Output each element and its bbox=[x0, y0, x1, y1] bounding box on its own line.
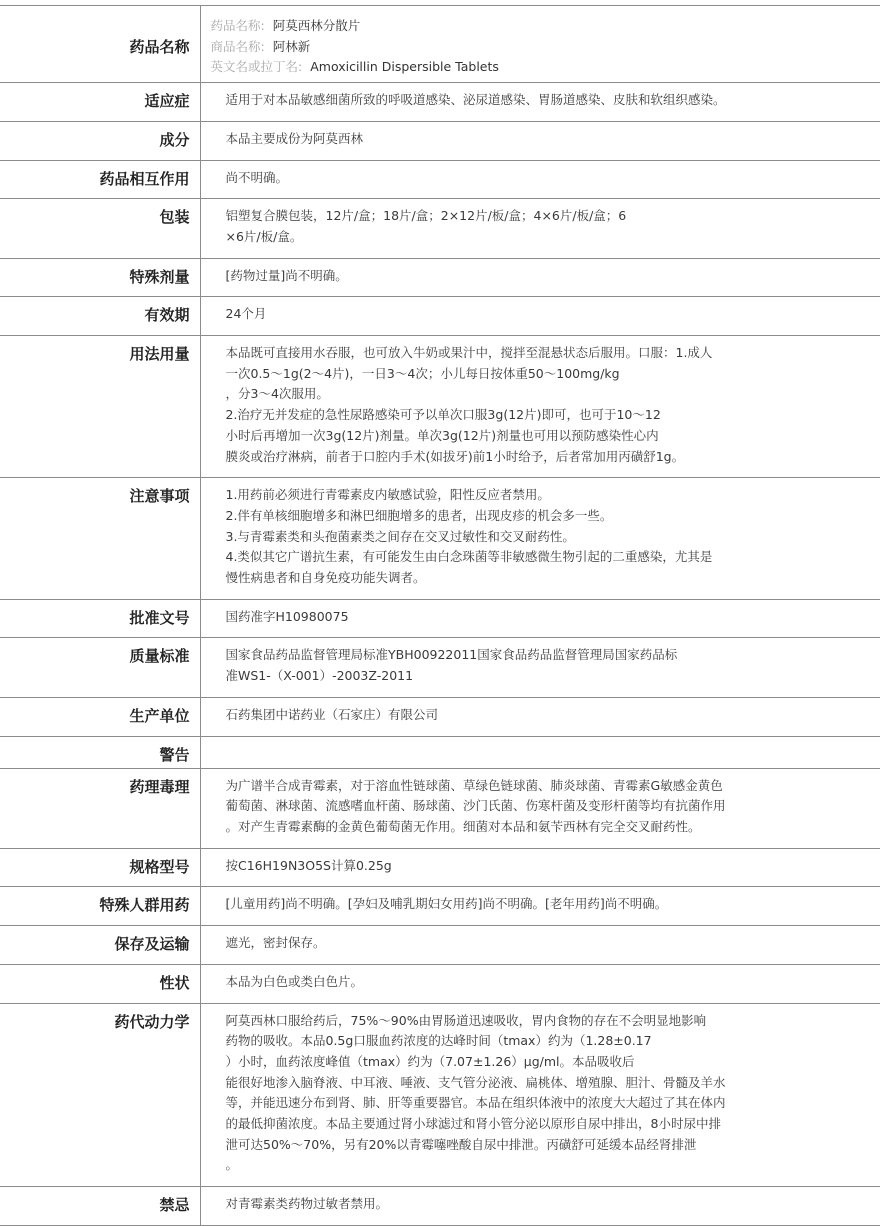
trade-name-key: 商品名称: bbox=[210, 38, 265, 54]
english-name-value: Amoxicillin Dispersible Tablets bbox=[310, 59, 499, 75]
info-row bbox=[0, 697, 880, 736]
row-value-line: 24个月 bbox=[225, 306, 267, 322]
row-value bbox=[200, 83, 880, 122]
row-label: 药代动力学 bbox=[0, 1003, 200, 1187]
row-value bbox=[200, 478, 880, 600]
row-value-line: 一次0.5～1g(2～4片)，一日3～4次；小儿每日按体重50～100mg/kg bbox=[225, 365, 620, 381]
info-row bbox=[0, 638, 880, 697]
row-value bbox=[200, 599, 880, 638]
row-value-line: 泄可达50%～70%，另有20%以青霉噻唑酸自尿中排泄。丙磺舒可延缓本品经肾排泄 bbox=[225, 1136, 697, 1152]
info-row bbox=[0, 736, 880, 768]
row-value-line: 为广谱半合成青霉素，对于溶血性链球菌、草绿色链球菌、肺炎球菌、青霉素G敏感金黄色 bbox=[225, 777, 723, 793]
info-row bbox=[0, 336, 880, 478]
row-value-line: ×6片/板/盒。 bbox=[225, 228, 303, 244]
row-value bbox=[200, 297, 880, 336]
info-row bbox=[0, 160, 880, 199]
row-value-line: 对青霉素类药物过敏者禁用。 bbox=[225, 1196, 389, 1212]
info-row bbox=[0, 599, 880, 638]
row-label: 生产单位 bbox=[0, 697, 200, 736]
row-value-line: 国家食品药品监督管理局标准YBH00922011国家食品药品监督管理局国家药品标 bbox=[225, 647, 678, 663]
drug-info-body bbox=[0, 6, 880, 1226]
row-value bbox=[200, 926, 880, 965]
row-label: 禁忌 bbox=[0, 1187, 200, 1226]
drug-info-table bbox=[0, 5, 880, 1226]
row-label: 质量标准 bbox=[0, 638, 200, 697]
row-label: 警告 bbox=[0, 736, 200, 768]
row-value bbox=[200, 638, 880, 697]
header-item-generic bbox=[211, 16, 871, 37]
row-label: 用法用量 bbox=[0, 336, 200, 478]
info-row bbox=[0, 478, 880, 600]
row-value-line: 按C16H19N3O5S计算0.25g bbox=[225, 857, 392, 873]
row-value-line: [儿童用药]尚不明确。[孕妇及哺乳期妇女用药]尚不明确。[老年用药]尚不明确。 bbox=[225, 896, 668, 912]
row-value bbox=[200, 258, 880, 297]
row-value bbox=[200, 697, 880, 736]
trade-name-value: 阿林新 bbox=[272, 38, 311, 54]
row-value-line: 本品主要成份为阿莫西林 bbox=[225, 130, 364, 146]
info-row bbox=[0, 121, 880, 160]
header-item-trade bbox=[211, 37, 871, 58]
row-value bbox=[200, 121, 880, 160]
row-value-line: 阿莫西林口服给药后，75%～90%由胃肠道迅速吸收，胃内食物的存在不会明显地影响 bbox=[225, 1012, 707, 1028]
row-value-line: 。对产生青霉素酶的金黄色葡萄菌无作用。细菌对本品和氨苄西林有完全交叉耐药性。 bbox=[225, 818, 701, 834]
info-row bbox=[0, 1003, 880, 1187]
row-value-line: 2.伴有单核细胞增多和淋巴细胞增多的患者，出现皮疹的机会多一些。 bbox=[225, 507, 613, 523]
row-label: 性状 bbox=[0, 964, 200, 1003]
row-label: 批准文号 bbox=[0, 599, 200, 638]
header-values bbox=[200, 6, 880, 83]
row-value-line: ）小时，血药浓度峰值（tmax）约为（7.07±1.26）μg/ml。本品吸收后 bbox=[225, 1053, 635, 1069]
row-value bbox=[200, 848, 880, 887]
row-value-line: 小时后再增加一次3g(12片)剂量。单次3g(12片)剂量也可用以预防感染性心内 bbox=[225, 427, 659, 443]
row-label: 成分 bbox=[0, 121, 200, 160]
row-value-line: 4.类似其它广谱抗生素，有可能发生由白念珠菌等非敏感微生物引起的二重感染，尤其是 bbox=[225, 549, 713, 565]
row-value-line: 尚不明确。 bbox=[225, 169, 289, 185]
row-value-line: ，分3～4次服用。 bbox=[225, 386, 329, 402]
row-value-line: 1.用药前必须进行青霉素皮内敏感试验，阳性反应者禁用。 bbox=[225, 487, 550, 503]
english-name-key: 英文名或拉丁名: bbox=[210, 59, 303, 75]
row-value bbox=[200, 964, 880, 1003]
row-label: 特殊剂量 bbox=[0, 258, 200, 297]
row-value-line: 适用于对本品敏感细菌所致的呼吸道感染、泌尿道感染、胃肠道感染、皮肤和软组织感染。 bbox=[225, 92, 726, 108]
row-value bbox=[200, 199, 880, 258]
row-label: 药品相互作用 bbox=[0, 160, 200, 199]
row-value-line: 的最低抑菌浓度。本品主要通过肾小球滤过和肾小管分泌以原形自尿中排出，8小时尿中排 bbox=[225, 1116, 721, 1132]
row-value-line: 膜炎或治疗淋病，前者于口腔内手术(如拔牙)前1小时给予，后者常加用丙磺舒1g。 bbox=[225, 448, 685, 464]
row-value-line: 石药集团中诺药业（石家庄）有限公司 bbox=[225, 706, 439, 722]
row-value-line: 慢性病患者和自身免疫功能失调者。 bbox=[225, 570, 426, 586]
info-row bbox=[0, 848, 880, 887]
row-value bbox=[200, 336, 880, 478]
row-value-line: 本品既可直接用水吞服，也可放入牛奶或果汁中，搅拌至混悬状态后服用。口服：1.成人 bbox=[225, 345, 713, 361]
row-value-line: 遮光，密封保存。 bbox=[225, 935, 326, 951]
row-label: 有效期 bbox=[0, 297, 200, 336]
row-value-line: 国药准字H10980075 bbox=[225, 608, 349, 624]
row-label: 保存及运输 bbox=[0, 926, 200, 965]
row-value bbox=[200, 1003, 880, 1187]
row-value bbox=[200, 736, 880, 768]
row-label: 适应症 bbox=[0, 83, 200, 122]
row-label: 注意事项 bbox=[0, 478, 200, 600]
header-row bbox=[0, 6, 880, 83]
info-row bbox=[0, 964, 880, 1003]
row-value-line: 铝塑复合膜包装，12片/盒；18片/盒；2×12片/板/盒；4×6片/板/盒；6 bbox=[225, 208, 627, 224]
row-value bbox=[200, 768, 880, 848]
info-row bbox=[0, 258, 880, 297]
row-value-line: 药物的吸收。本品0.5g口服血药浓度的达峰时间（tmax）约为（1.28±0.17 bbox=[225, 1033, 652, 1049]
info-row bbox=[0, 768, 880, 848]
row-label: 特殊人群用药 bbox=[0, 887, 200, 926]
info-row bbox=[0, 199, 880, 258]
row-value-line: 葡萄菌、淋球菌、流感嗜血杆菌、肠球菌、沙门氏菌、伤寒杆菌及变形杆菌等均有抗菌作用 bbox=[225, 798, 726, 814]
info-row bbox=[0, 1187, 880, 1226]
header-item-english bbox=[211, 57, 871, 78]
header-label: 药品名称 bbox=[0, 6, 200, 83]
row-value-line: 3.与青霉素类和头孢菌素类之间存在交叉过敏性和交叉耐药性。 bbox=[225, 528, 575, 544]
info-row bbox=[0, 887, 880, 926]
row-label: 包装 bbox=[0, 199, 200, 258]
row-value-line: 准WS1-（X-001）-2003Z-2011 bbox=[225, 668, 414, 684]
generic-name-value: 阿莫西林分散片 bbox=[272, 18, 361, 33]
row-value bbox=[200, 160, 880, 199]
row-value-line: 。 bbox=[225, 1157, 239, 1173]
row-label: 药理毒理 bbox=[0, 768, 200, 848]
generic-name-key: 药品名称: bbox=[210, 18, 265, 33]
row-value bbox=[200, 887, 880, 926]
info-row bbox=[0, 83, 880, 122]
row-value-line: 2.治疗无并发症的急性尿路感染可予以单次口服3g(12片)即可，也可于10～12 bbox=[225, 407, 661, 423]
row-value-line: 能很好地渗入脑脊液、中耳液、唾液、支气管分泌液、扁桃体、增殖腺、胆汁、骨髓及羊水 bbox=[225, 1074, 726, 1090]
row-value-line: 本品为白色或类白色片。 bbox=[225, 973, 364, 989]
info-row bbox=[0, 297, 880, 336]
row-value bbox=[200, 1187, 880, 1226]
info-row bbox=[0, 926, 880, 965]
row-value-line: 等，并能迅速分布到肾、肺、肝等重要器官。本品在组织体液中的浓度大大超过了其在体内 bbox=[225, 1095, 726, 1111]
row-label: 规格型号 bbox=[0, 848, 200, 887]
row-value-line: [药物过量]尚不明确。 bbox=[225, 267, 348, 283]
